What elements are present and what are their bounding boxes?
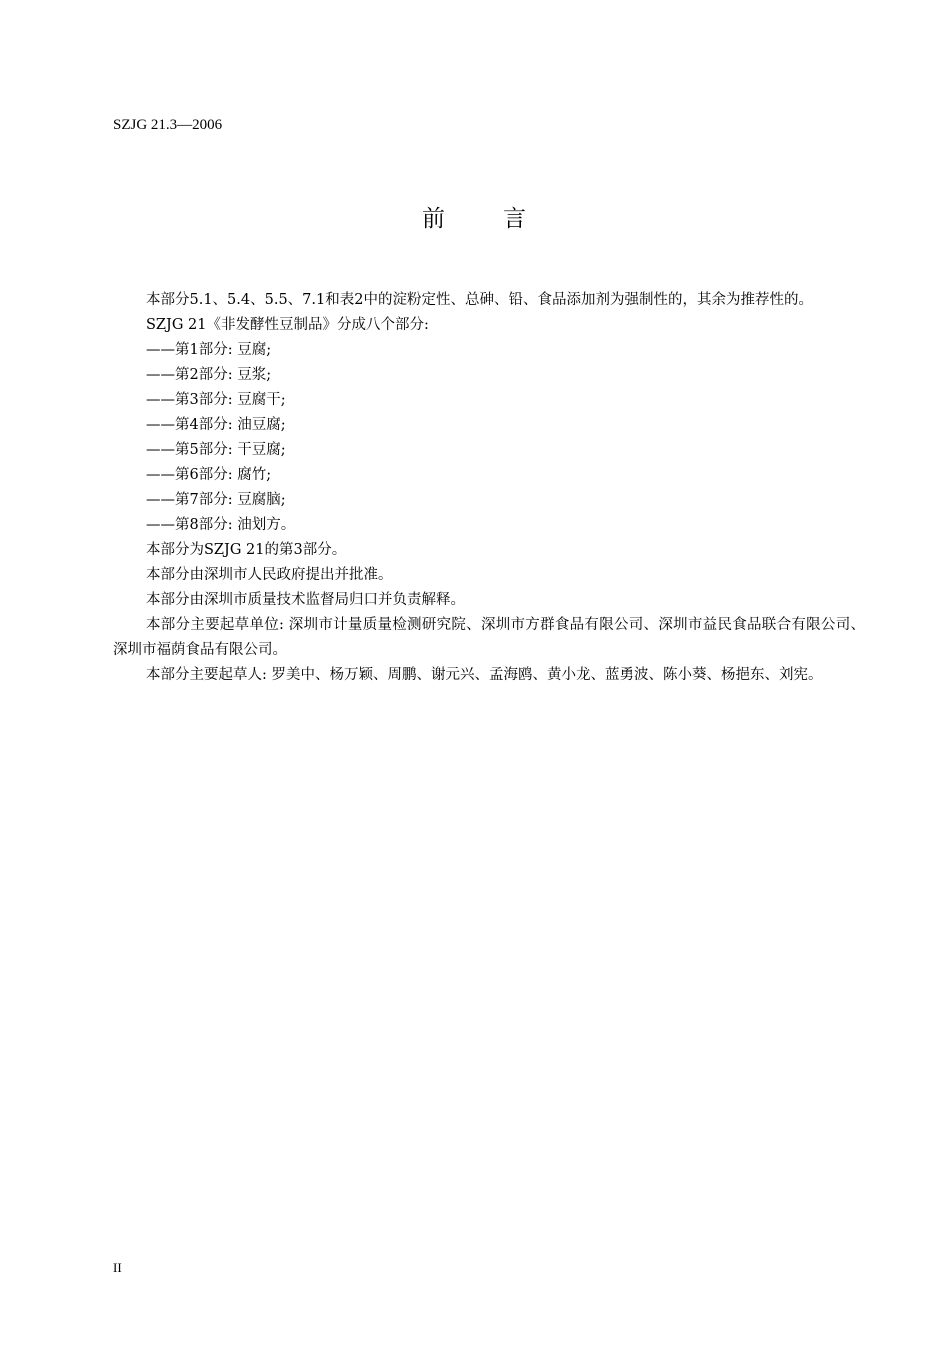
list-item: ——第1部分: 豆腐; xyxy=(146,342,272,358)
paragraph-approval: 本部分由深圳市人民政府提出并批准。 xyxy=(146,567,393,583)
list-item: ——第2部分: 豆浆; xyxy=(146,367,272,383)
paragraph-drafting-units: 本部分主要起草单位: 深圳市计量质量检测研究院、深圳市方群食品有限公司、深圳市益民食品联合有限公司、深圳市福荫食品有限公司。 xyxy=(113,617,865,658)
paragraph-interpretation: 本部分由深圳市质量技术监督局归口并负责解释。 xyxy=(146,592,465,608)
title-char-2: 言 xyxy=(503,206,528,232)
list-item: ——第4部分: 油豆腐; xyxy=(146,417,286,433)
foreword-body xyxy=(113,288,865,688)
page-title xyxy=(0,205,950,233)
list-item: ——第7部分: 豆腐脑; xyxy=(146,492,286,508)
paragraph-mandatory-clauses: 本部分5.1、5.4、5.5、7.1和表2中的淀粉定性、总砷、铅、食品添加剂为强制性的，其余为推荐性的。 xyxy=(146,292,813,308)
list-item: ——第8部分: 油划方。 xyxy=(146,517,296,533)
title-char-1: 前 xyxy=(422,206,447,232)
list-item: ——第6部分: 腐竹; xyxy=(146,467,272,483)
paragraph-parts-intro: SZJG 21《非发酵性豆制品》分成八个部分: xyxy=(146,317,429,333)
list-item: ——第5部分: 干豆腐; xyxy=(146,442,286,458)
paragraph-drafters: 本部分主要起草人: 罗美中、杨万颖、周鹏、谢元兴、孟海鸥、黄小龙、蓝勇波、陈小葵、杨挹东、刘宪。 xyxy=(146,667,823,683)
list-item: ——第3部分: 豆腐干; xyxy=(146,392,286,408)
page-number: II xyxy=(113,1260,122,1275)
document-code: SZJG 21.3—2006 xyxy=(113,117,223,133)
paragraph-part-number: 本部分为SZJG 21的第3部分。 xyxy=(146,542,347,558)
